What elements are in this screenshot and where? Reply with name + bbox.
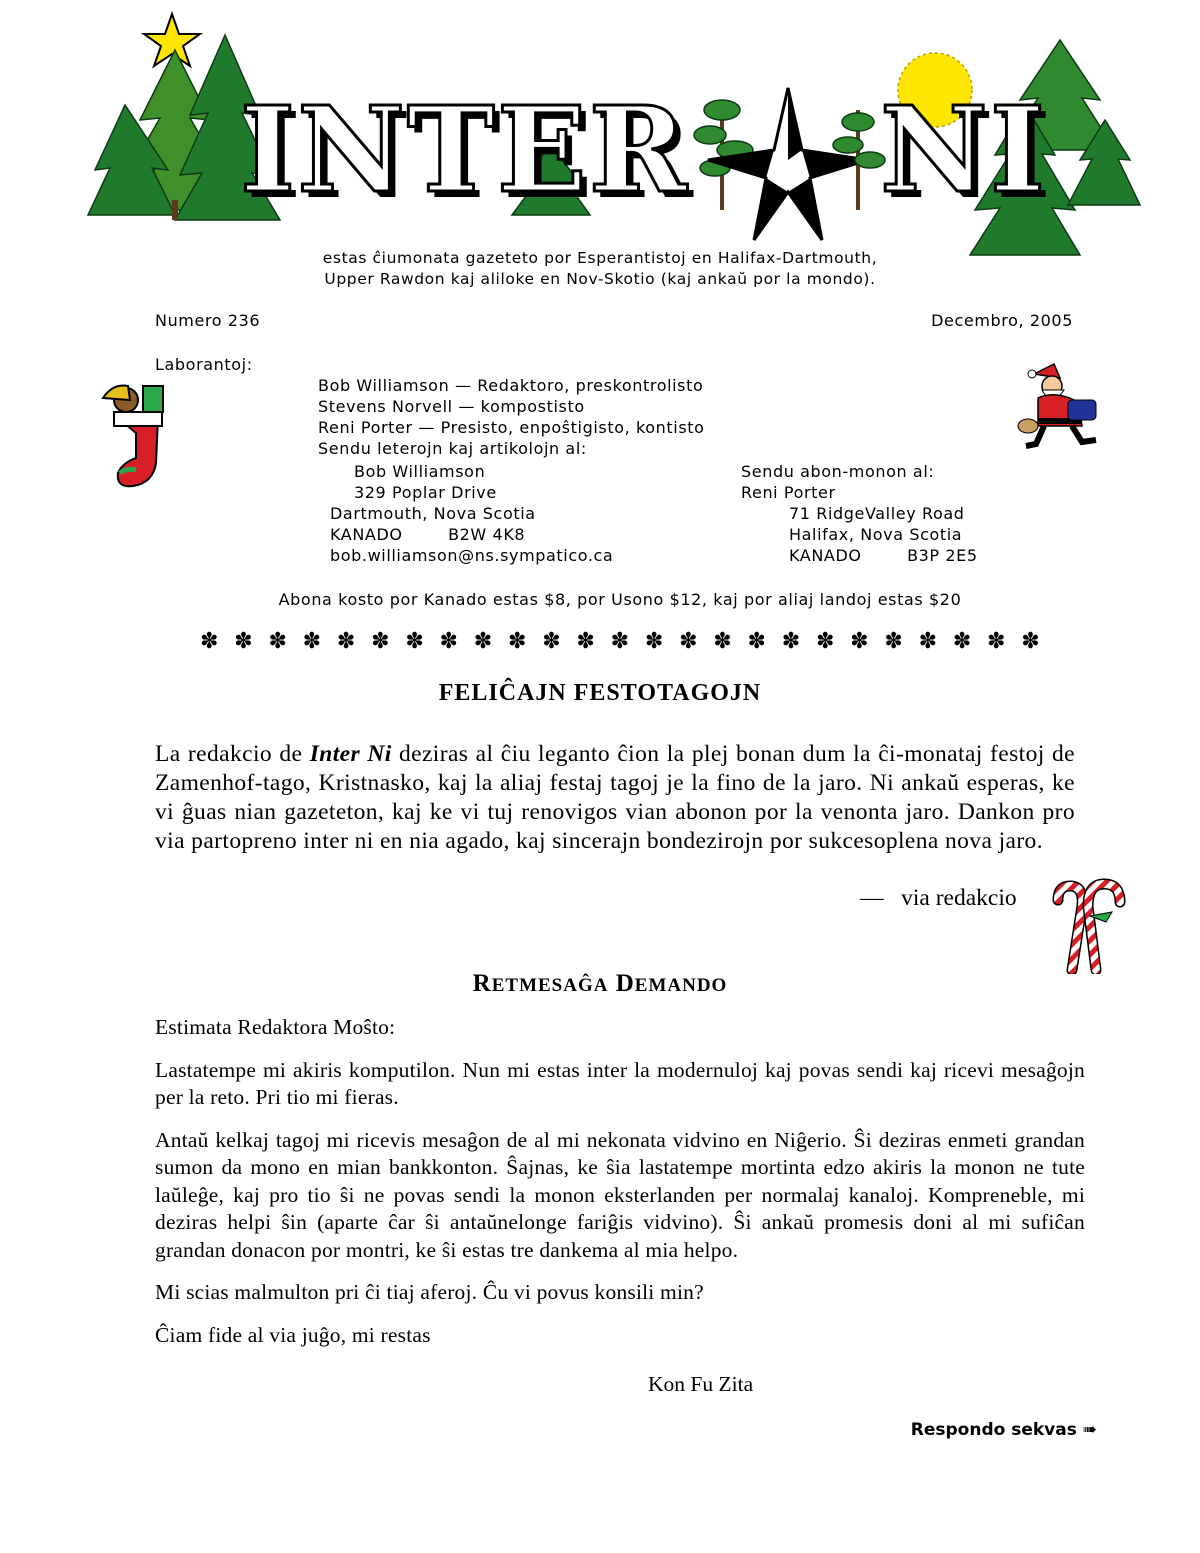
- divider-star-icon: ✽: [576, 628, 595, 653]
- masthead: [80, 10, 1150, 260]
- santa-icon: [1016, 360, 1106, 452]
- newsletter-name: Inter Ni: [309, 741, 392, 767]
- divider-star-icon: ✽: [473, 628, 493, 653]
- divider-star-icon: ✽: [507, 628, 527, 653]
- divider-star-icon: ✽: [884, 628, 903, 653]
- article1-text: deziras al ĉiu leganto ĉion la plej bonan dum la ĉi-monataj festoj de Zamenhof-tago, Kristnasko, kaj la aliaj festaj tagoj je la fino de la jaro. Ni ankaŭ esperas, ke vi ĝuas nian gazeteton, kaj ke vi tuj renovigos vian abonon por la venonta jaro. Dankon pro via partopreno inter ni en nia agado, kaj sincerajn bondezirojn por sukcesoplena nova jaro.: [155, 741, 1075, 854]
- staff-line: Stevens Norvell — kompostisto: [318, 397, 585, 416]
- divider-star-icon: ✽: [747, 628, 766, 653]
- candy-cane-icon: [1052, 876, 1126, 974]
- divider-star-icon: ✽: [336, 628, 356, 653]
- issue-date: Decembro, 2005: [931, 311, 1073, 330]
- divider-star-icon: ✽: [405, 628, 424, 653]
- address-line: 71 RidgeValley Road: [789, 504, 965, 523]
- subtitle-line-1: estas ĉiumonata gazeteto por Esperantistoj en Halifax-Dartmouth,: [322, 249, 878, 267]
- divider-star-icon: ✽: [815, 628, 835, 653]
- signer: Kon Fu Zita: [648, 1372, 754, 1396]
- divider-star-icon: ✽: [952, 628, 972, 653]
- stocking-icon: [98, 378, 174, 490]
- title-ni: NI: [880, 80, 1048, 219]
- article2-heading: [0, 970, 1200, 998]
- paragraph-3: Mi scias malmulton pri ĉi tiaj aferoj. Ĉu vi povus konsili min?: [155, 1280, 704, 1304]
- divider-star-icon: ✽: [713, 628, 732, 653]
- divider-star-icon: ✽: [302, 628, 322, 653]
- heading-cap: D: [615, 970, 635, 997]
- divider-star-icon: ✽: [542, 628, 561, 653]
- masthead-title-ni: [880, 80, 1047, 219]
- article1-signature: — via redakcio: [860, 885, 1017, 911]
- staff-line: Sendu leterojn kaj artikolojn al:: [318, 439, 587, 458]
- star-divider: [200, 628, 1040, 654]
- divider-star-icon: ✽: [781, 628, 801, 653]
- masthead-subtitle: [0, 248, 1200, 290]
- divider-star-icon: ✽: [918, 628, 938, 653]
- article1-heading: FELIĈAJN FESTOTAGOJN: [438, 680, 762, 706]
- subtitle-line-2: Upper Rawdon kaj aliloke en Nov-Skotio (kaj ankaŭ por la mondo).: [324, 270, 876, 288]
- paragraph-2: Antaŭ kelkaj tagoj mi ricevis mesaĝon de al mi nekonata vidvino en Niĝerio. Ŝi deziras enmeti grandan sumon da mono en mian bankkonton. Ŝajnas, ke ŝia lastatempe mortinta edzo akiris la monon ne tute laŭleĝe, kaj pro tio ŝi ne povas sendi la monon eksterlanden per normalaj kanaloj. Kompreneble, mi deziras helpi ŝin (aparte ĉar ŝi antaŭnelonge fariĝis vidvino). Ŝi ankaŭ promesis doni al mi sufiĉan grandan donacon por montri, ke ŝi estas tre dankema al mia helpo.: [155, 1127, 1085, 1262]
- title-inter: INTER: [240, 80, 689, 219]
- paragraph-1: Lastatempe mi akiris komputilon. Nun mi estas inter la modernuloj kaj povas sendi kaj ricevi mesaĝojn per la reto. Pri tio mi fieras.: [155, 1057, 1085, 1109]
- heading-cap: R: [472, 970, 492, 997]
- address-line: Dartmouth, Nova Scotia: [330, 504, 536, 523]
- divider-star-icon: ✽: [371, 628, 390, 653]
- address-line: Halifax, Nova Scotia: [789, 525, 963, 544]
- staff-label: Laborantoj:: [155, 355, 253, 374]
- divider-star-icon: ✽: [1021, 628, 1040, 653]
- divider-star-icon: ✽: [610, 628, 630, 653]
- subscription-cost: Abona kosto por Kanado estas $8, por Usono $12, kaj por aliaj landoj estas $20: [278, 590, 962, 609]
- subscription-address: [741, 461, 978, 566]
- divider-star-icon: ✽: [987, 628, 1006, 653]
- divider-star-icon: ✽: [200, 628, 219, 653]
- article1-intro: La redakcio de: [155, 741, 310, 767]
- heading-rest: EMANDO: [634, 975, 728, 996]
- continued-link[interactable]: Respondo sekvas ➠: [910, 1420, 1097, 1440]
- article1-body: [155, 740, 1075, 856]
- heading-rest: ETMESAĜA: [491, 975, 609, 996]
- email-address: bob.williamson@ns.sympatico.ca: [330, 546, 614, 565]
- divider-star-icon: ✽: [439, 628, 458, 653]
- address-line: Sendu abon-monon al:: [741, 462, 935, 481]
- staff-line: Reni Porter — Presisto, enpoŝtigisto, kontisto: [318, 418, 705, 437]
- staff-roles: [318, 375, 705, 459]
- article2-body: [155, 1014, 1085, 1349]
- salutation: Estimata Redaktora Moŝto:: [155, 1015, 396, 1039]
- staff-line: Bob Williamson — Redaktoro, preskontrolisto: [318, 376, 704, 395]
- issue-number: Numero 236: [155, 311, 261, 330]
- divider-star-icon: ✽: [644, 628, 664, 653]
- address-line: KANADO B2W 4K8: [330, 525, 526, 544]
- address-line: Reni Porter: [741, 483, 836, 502]
- closing: Ĉiam fide al via juĝo, mi restas: [155, 1322, 431, 1347]
- divider-star-icon: ✽: [268, 628, 287, 653]
- divider-star-icon: ✽: [679, 628, 698, 653]
- masthead-title: [240, 80, 689, 219]
- address-line: KANADO B3P 2E5: [789, 546, 978, 565]
- address-line: 329 Poplar Drive: [354, 483, 497, 502]
- divider-star-icon: ✽: [850, 628, 869, 653]
- divider-star-icon: ✽: [234, 628, 253, 653]
- address-line: Bob Williamson: [354, 462, 486, 481]
- letters-address: [330, 461, 613, 566]
